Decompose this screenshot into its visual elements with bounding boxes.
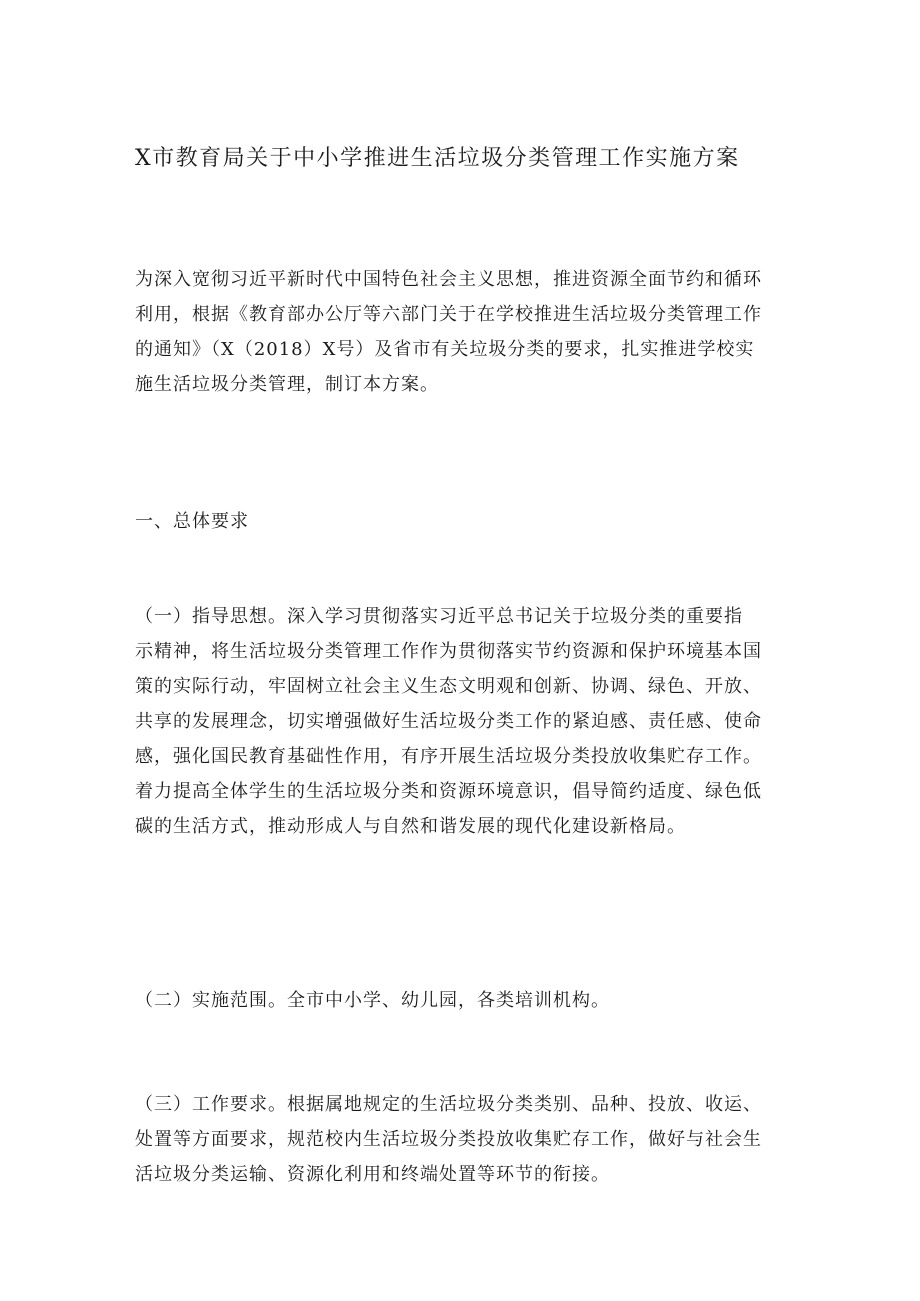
paragraph-line: （二）实施范围。全市中小学、幼儿园，各类培训机构。 xyxy=(135,990,610,1011)
intro-line: 施生活垃圾分类管理，制订本方案。 xyxy=(135,374,439,395)
paragraph-line: （一）指导思想。深入学习贯彻落实习近平总书记关于垃圾分类的重要指 xyxy=(135,606,743,627)
paragraph-line: 示精神，将生活垃圾分类管理工作作为贯彻落实节约资源和保护环境基本国 xyxy=(135,641,762,662)
paragraph-line: 处置等方面要求，规范校内生活垃圾分类投放收集贮存工作，做好与社会生 xyxy=(135,1129,762,1150)
document-title: X市教育局关于中小学推进生活垃圾分类管理工作实施方案 xyxy=(135,146,740,171)
paragraph-line: 策的实际行动，牢固树立社会主义生态文明观和创新、协调、绿色、开放、 xyxy=(135,676,762,697)
paragraph-line: 共享的发展理念，切实增强做好生活垃圾分类工作的紧迫感、责任感、使命 xyxy=(135,711,762,732)
intro-line: 利用，根据《教育部办公厅等六部门关于在学校推进生活垃圾分类管理工作 xyxy=(135,304,762,325)
paragraph-line: 感，强化国民教育基础性作用，有序开展生活垃圾分类投放收集贮存工作。 xyxy=(135,746,762,767)
section-heading-text: 一、总体要求 xyxy=(135,511,249,532)
intro-line: 为深入宽彻习近平新时代中国特色社会主义思想，推进资源全面节约和循环 xyxy=(135,269,762,290)
intro-line: 的通知》（X（2018）X号）及省市有关垃圾分类的要求，扎实推进学校实 xyxy=(135,339,755,360)
requirements-paragraph xyxy=(135,1087,795,1192)
section-heading xyxy=(135,504,795,539)
guiding-thought-paragraph xyxy=(135,599,795,844)
intro-paragraph xyxy=(135,262,795,402)
paragraph-line: 着力提高全体学生的生活垃圾分类和资源环境意识，倡导简约适度、绿色低 xyxy=(135,781,762,802)
paragraph-line: 活垃圾分类运输、资源化利用和终端处置等环节的衔接。 xyxy=(135,1164,610,1185)
scope-paragraph xyxy=(135,983,795,1018)
paragraph-line: 碳的生活方式，推动形成人与自然和谐发展的现代化建设新格局。 xyxy=(135,816,686,837)
paragraph-line: （三）工作要求。根据属地规定的生活垃圾分类类别、品种、投放、收运、 xyxy=(135,1094,762,1115)
